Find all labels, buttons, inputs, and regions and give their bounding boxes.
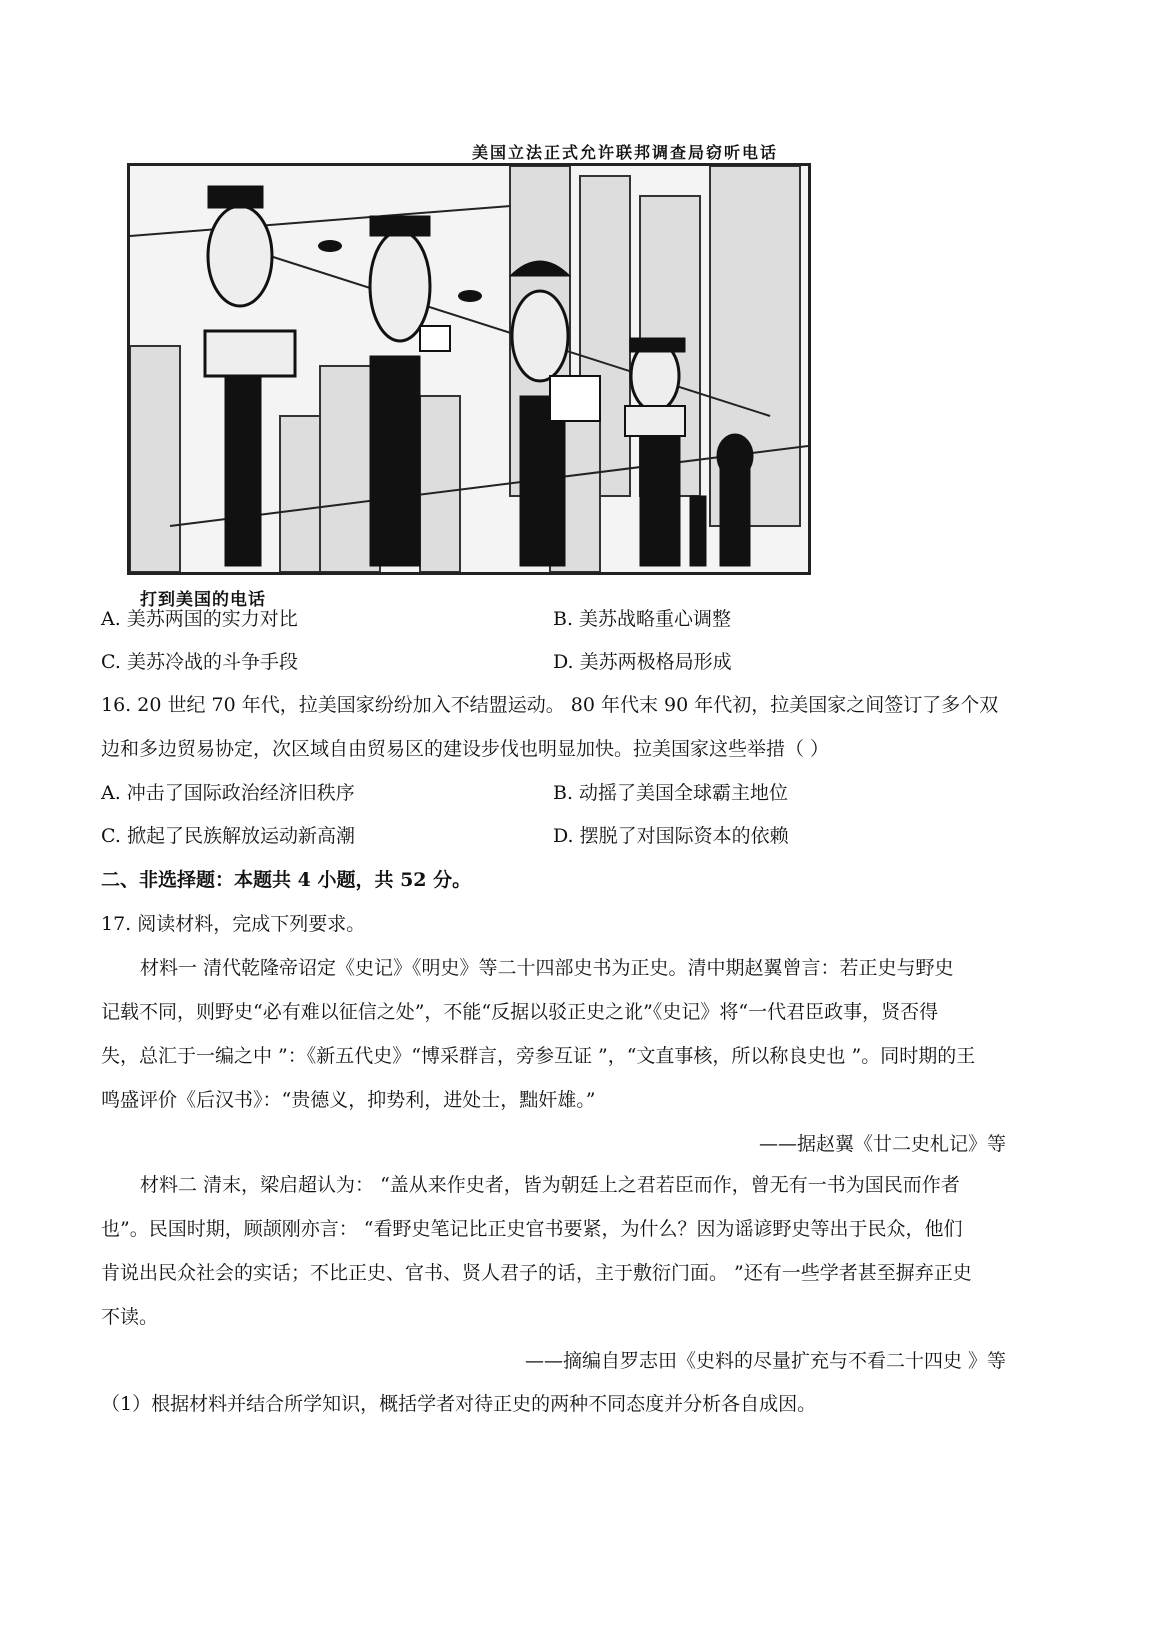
q16-option-d: D. 摆脱了对国际资本的依赖 xyxy=(553,825,789,847)
q16-option-c: C. 掀起了民族解放运动新高潮 xyxy=(101,825,355,847)
cartoon-caption-top: 美国立法正式允许联邦调查局窃听电话 xyxy=(472,143,779,162)
q15-option-c: C. 美苏冷战的斗争手段 xyxy=(101,651,298,673)
q15-option-a: A. 美苏两国的实力对比 xyxy=(101,608,298,630)
q17-question1: （1）根据材料并结合所学知识，概括学者对待正史的两种不同态度并分析各自成因。 xyxy=(101,1393,817,1415)
q17-material1-line4: 鸣盛评价《后汉书》：“贵德义，抑势利，进处士，黜奸雄。” xyxy=(101,1089,596,1111)
q17-material2-line2: 也”。民国时期，顾颉刚亦言： “看野史笔记比正史官书要紧，为什么？因为谣谚野史等出于民众，他们 xyxy=(101,1218,963,1240)
q15-option-d: D. 美苏两极格局形成 xyxy=(553,651,732,673)
q17-material2-line3: 肯说出民众社会的实话；不比正史、官书、贤人君子的话，主于敷衍门面。 ”还有一些学者甚至摒弃正史 xyxy=(101,1262,972,1284)
q17-material2-line1: 材料二 清末，梁启超认为： “盖从来作史者，皆为朝廷上之君若臣而作，曾无有一书为国民而作者 xyxy=(140,1174,960,1196)
section2-heading: 二、非选择题：本题共 4 小题，共 52 分。 xyxy=(101,869,472,891)
q17-stem: 17. 阅读材料，完成下列要求。 xyxy=(101,913,366,935)
q17-material1-line1: 材料一 清代乾隆帝诏定《史记》《明史》等二十四部史书为正史。清中期赵翼曾言：若正史与野史 xyxy=(140,957,954,979)
q16-option-a: A. 冲击了国际政治经济旧秩序 xyxy=(101,782,355,804)
q17-material2-source: ——摘编自罗志田《史料的尽量扩充与不看二十四史 》等 xyxy=(524,1350,1006,1372)
q17-material2-line4: 不读。 xyxy=(101,1306,159,1328)
q15-option-b: B. 美苏战略重心调整 xyxy=(553,608,732,630)
q17-material1-source: ——据赵翼《廿二史札记》等 xyxy=(758,1133,1006,1155)
cartoon-caption-bottom: 打到美国的电话 xyxy=(140,590,266,610)
q16-stem-line1: 16. 20 世纪 70 年代，拉美国家纷纷加入不结盟运动。 80 年代末 90 年代初，拉美国家之间签订了多个双 xyxy=(101,694,999,716)
q16-option-b: B. 动摇了美国全球霸主地位 xyxy=(553,782,789,804)
q16-stem-line2: 边和多边贸易协定，次区域自由贸易区的建设步伐也明显加快。拉美国家这些举措（ ） xyxy=(101,738,830,760)
cartoon-drawing xyxy=(130,166,808,572)
q17-material1-line3: 失，总汇于一编之中 ”：《新五代史》“博采群言，旁参互证 ”，“文直事核，所以称良史也 ”。同时期的王 xyxy=(101,1045,976,1067)
cartoon-image xyxy=(127,163,811,575)
q17-material1-line2: 记载不同，则野史“必有难以征信之处”，不能“反据以驳正史之讹”《史记》将“一代君臣政事，贤否得 xyxy=(101,1001,939,1023)
